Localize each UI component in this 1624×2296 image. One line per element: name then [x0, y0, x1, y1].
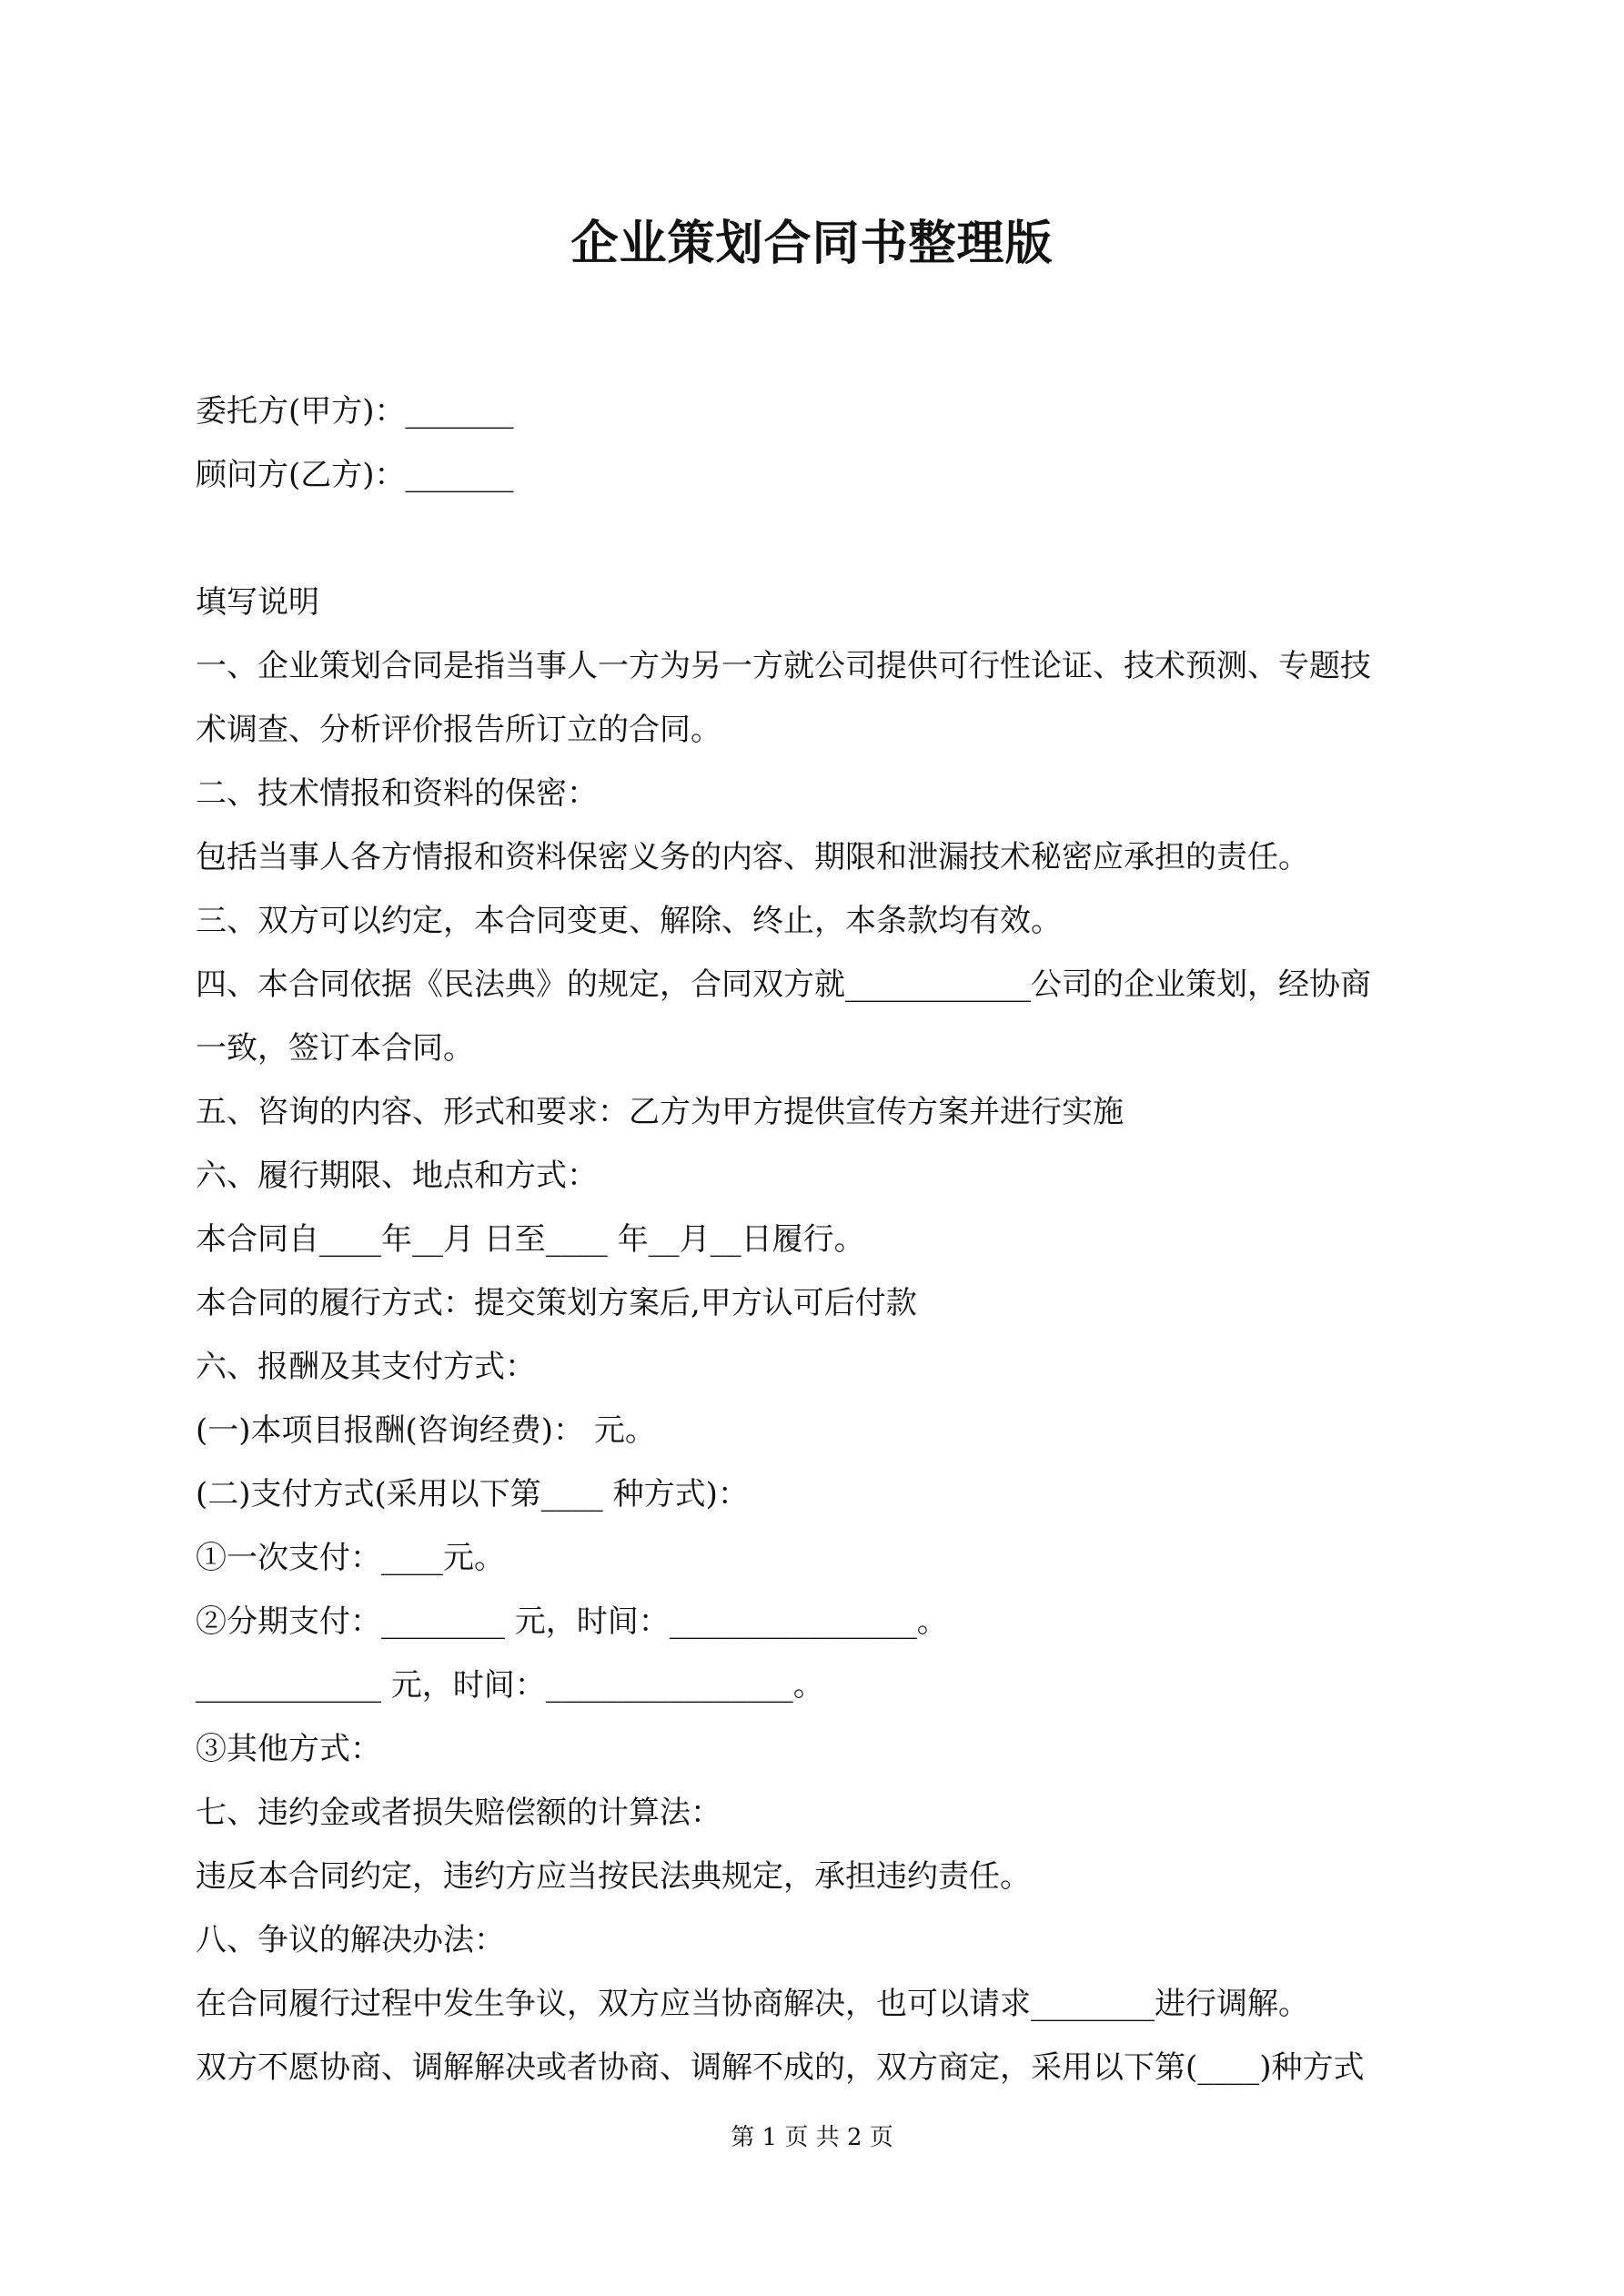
- clause-line: 三、双方可以约定，本合同变更、解除、终止，本条款均有效。: [196, 903, 1062, 939]
- clause-line: 六、履行期限、地点和方式：: [196, 1158, 598, 1194]
- party-b-line: 顾问方(乙方)：_______: [196, 457, 514, 493]
- clause-line: 术调查、分析评价报告所订立的合同。: [196, 712, 721, 748]
- page-number: 第 1 页 共 2 页: [731, 2124, 893, 2151]
- clause-line: 在合同履行过程中发生争议，双方应当协商解决，也可以请求________进行调解。: [196, 1986, 1309, 2022]
- clause-line: 本合同自____年__月 日至____ 年__月__日履行。: [196, 1221, 865, 1258]
- document-title: 企业策划合同书整理版: [570, 216, 1054, 271]
- clause-line: 八、争议的解决办法：: [196, 1922, 505, 1958]
- clause-line: ③其他方式：: [196, 1731, 381, 1767]
- instructions-heading: 填写说明: [196, 584, 319, 621]
- clause-line: 二、技术情报和资料的保密：: [196, 775, 598, 812]
- clause-line: (二)支付方式(采用以下第____ 种方式)：: [196, 1476, 749, 1512]
- party-a-line: 委托方(甲方)：_______: [196, 393, 514, 430]
- clause-line: ①一次支付：____元。: [196, 1540, 505, 1576]
- clause-line: 四、本合同依据《民法典》的规定，合同双方就____________公司的企业策划，经协商: [196, 966, 1371, 1003]
- clause-line: 七、违约金或者损失赔偿额的计算法：: [196, 1795, 721, 1831]
- clause-line: 双方不愿协商、调解解决或者协商、调解不成的，双方商定，采用以下第(____)种方式: [196, 2049, 1365, 2086]
- clause-line: 一、企业策划合同是指当事人一方为另一方就公司提供可行性论证、技术预测、专题技: [196, 648, 1371, 684]
- clause-line: ____________ 元，时间：________________。: [196, 1667, 824, 1704]
- clause-line: 包括当事人各方情报和资料保密义务的内容、期限和泄漏技术秘密应承担的责任。: [196, 839, 1309, 875]
- clause-line: 本合同的履行方式：提交策划方案后,甲方认可后付款: [196, 1285, 917, 1321]
- clause-line: 五、咨询的内容、形式和要求：乙方为甲方提供宣传方案并进行实施: [196, 1094, 1124, 1130]
- clause-line: 违反本合同约定，违约方应当按民法典规定，承担违约责任。: [196, 1858, 1031, 1895]
- clause-line: ②分期支付：________ 元，时间：________________。: [196, 1603, 948, 1640]
- clause-line: 一致，签订本合同。: [196, 1030, 474, 1067]
- clause-line: (一)本项目报酬(咨询经费)： 元。: [196, 1412, 656, 1449]
- clause-line: 六、报酬及其支付方式：: [196, 1349, 536, 1385]
